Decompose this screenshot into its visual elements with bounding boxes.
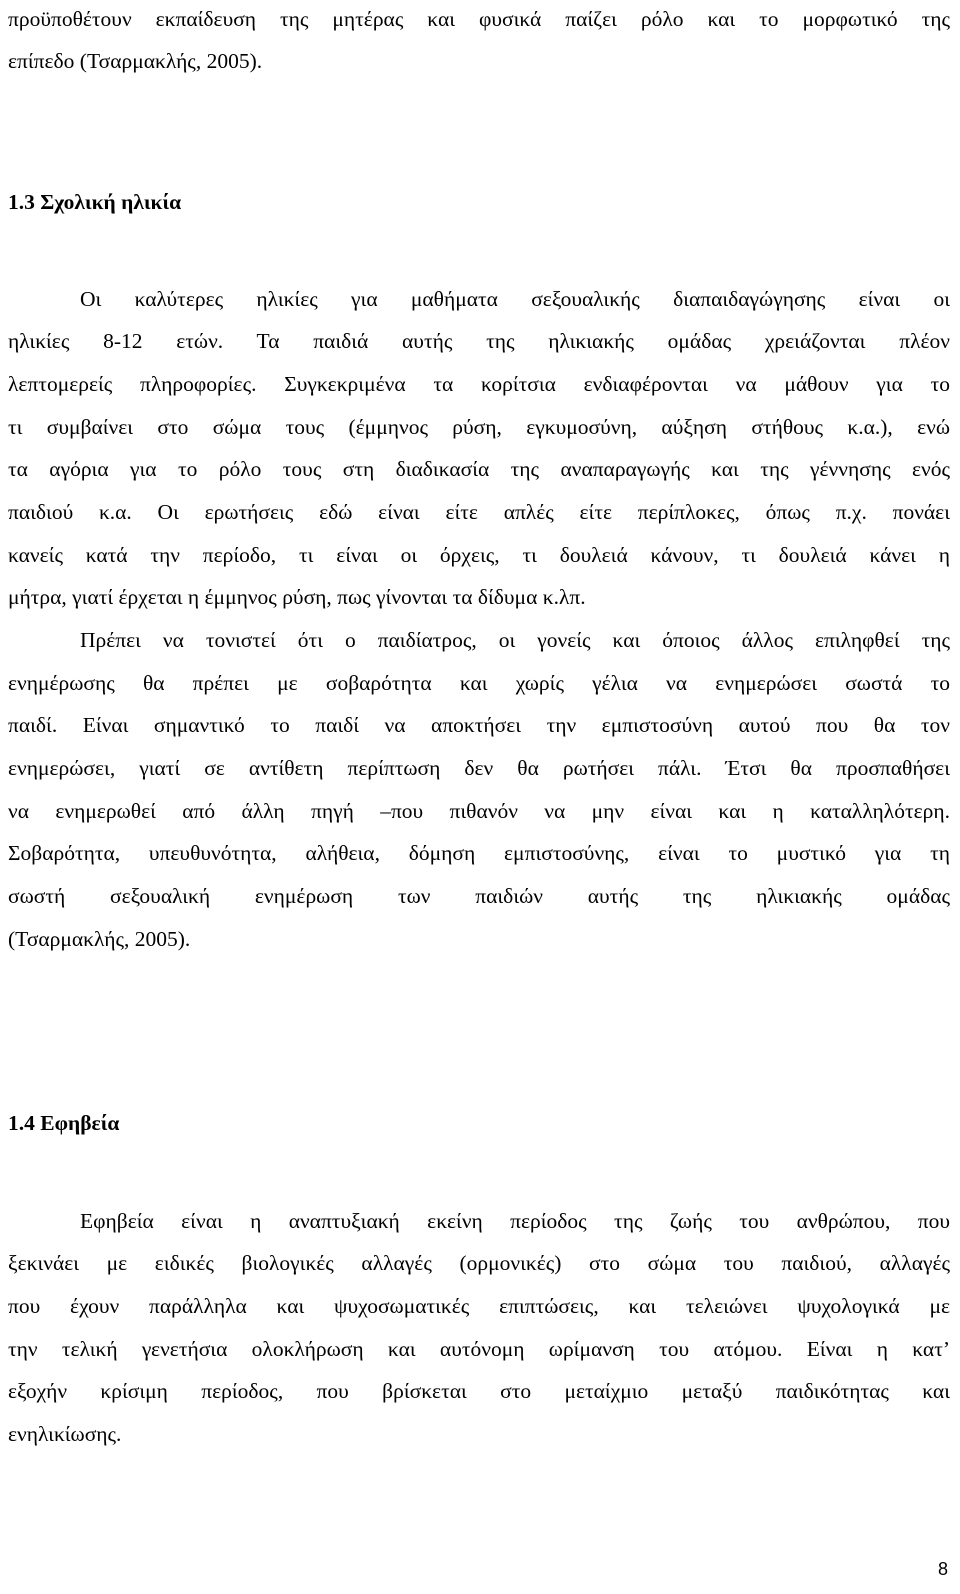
body-text-line: ενημερώσει, γιατί σε αντίθετη περίπτωση δεν θα ρωτήσει πάλι. Έτσι θα προσπαθήσει	[8, 756, 950, 780]
body-text-line: επίπεδο (Τσαρμακλής, 2005).	[8, 49, 263, 73]
body-text-line: σωστή σεξουαλική ενημέρωση των παιδιών αυτής της ηλικιακής ομάδας	[8, 884, 950, 908]
body-text-line: κανείς κατά την περίοδο, τι είναι οι όρχεις, τι δουλειά κάνουν, τι δουλειά κάνει η	[8, 543, 950, 567]
body-text-line: που έχουν παράλληλα και ψυχοσωματικές επιπτώσεις, και τελειώνει ψυχολογικά με	[8, 1294, 950, 1318]
body-text-line: Οι καλύτερες ηλικίες για μαθήματα σεξουαλικής διαπαιδαγώγησης είναι οι	[80, 287, 950, 311]
body-text-line: Σοβαρότητα, υπευθυνότητα, αλήθεια, δόμηση εμπιστοσύνης, είναι το μυστικό για τη	[8, 841, 950, 865]
document-page	[8, 0, 950, 1594]
body-text-line: τι συμβαίνει στο σώμα τους (έμμηνος ρύση, εγκυμοσύνη, αύξηση στήθους κ.α.), ενώ	[8, 415, 950, 439]
body-text-line: προϋποθέτουν εκπαίδευση της μητέρας και φυσικά παίζει ρόλο και το μορφωτικό της	[8, 7, 950, 31]
page-number: 8	[937, 1559, 948, 1579]
body-text-line: να ενημερωθεί από άλλη πηγή –που πιθανόν να μην είναι και η καταλληλότερη.	[8, 799, 950, 823]
body-text-line: λεπτομερείς πληροφορίες. Συγκεκριμένα τα κορίτσια ενδιαφέρονται να μάθουν για το	[8, 372, 950, 396]
body-text-line: ξεκινάει με ειδικές βιολογικές αλλαγές (ορμονικές) στο σώμα του παιδιού, αλλαγές	[8, 1251, 950, 1275]
body-text-line: τα αγόρια για το ρόλο τους στη διαδικασία της αναπαραγωγής και της γέννησης ενός	[8, 457, 950, 481]
body-text-line: μήτρα, γιατί έρχεται η έμμηνος ρύση, πως γίνονται τα δίδυμα κ.λπ.	[8, 585, 586, 609]
body-text-line: (Τσαρμακλής, 2005).	[8, 927, 191, 951]
body-text-line: εξοχήν κρίσιμη περίοδος, που βρίσκεται στο μεταίχμιο μεταξύ παιδικότητας και	[8, 1379, 950, 1403]
body-text-line: Εφηβεία είναι η αναπτυξιακή εκείνη περίοδος της ζωής του ανθρώπου, που	[80, 1209, 950, 1233]
body-text-line: ενηλικίωσης.	[8, 1422, 122, 1446]
body-text-line: παιδί. Είναι σημαντικό το παιδί να αποκτήσει την εμπιστοσύνη αυτού που θα τον	[8, 713, 950, 737]
body-text-line: ενημέρωσης θα πρέπει με σοβαρότητα και χωρίς γέλια να ενημερώσει σωστά το	[8, 671, 950, 695]
section-heading-1-3: 1.3 Σχολική ηλικία	[8, 190, 182, 214]
section-heading-1-4: 1.4 Εφηβεία	[8, 1111, 120, 1135]
body-text-line: Πρέπει να τονιστεί ότι ο παιδίατρος, οι γονείς και όποιος άλλος επιληφθεί της	[80, 628, 950, 652]
body-text-line: παιδιού κ.α. Οι ερωτήσεις εδώ είναι είτε απλές είτε περίπλοκες, όπως π.χ. πονάει	[8, 500, 950, 524]
body-text-line: ηλικίες 8-12 ετών. Τα παιδιά αυτής της ηλικιακής ομάδας χρειάζονται πλέον	[8, 329, 950, 353]
body-text-line: την τελική γενετήσια ολοκλήρωση και αυτόνομη ωρίμανση του ατόμου. Είναι η κατ’	[8, 1337, 950, 1361]
